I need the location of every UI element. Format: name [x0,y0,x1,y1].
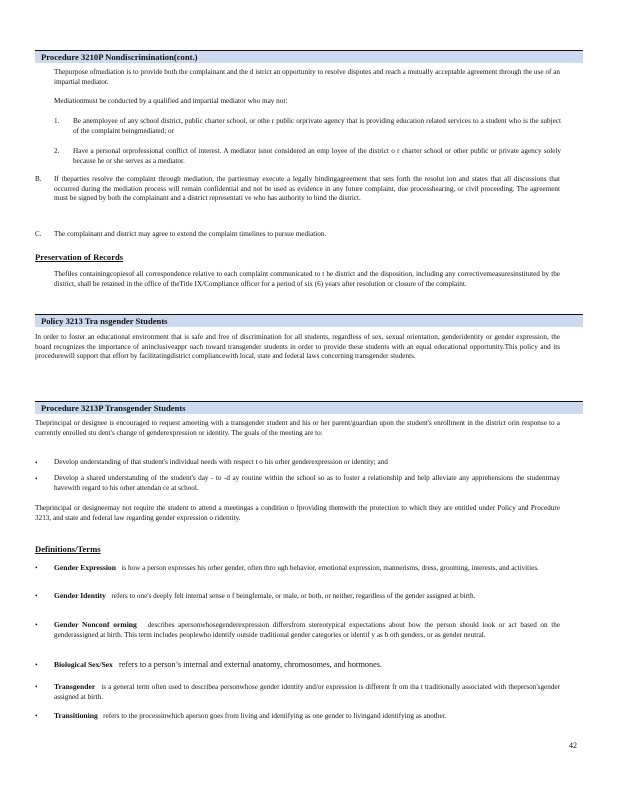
definition-text: refers to one's deeply felt internal sense o f beingfemale, or male, or both, or neither, regardless of the gender assigned at birth. [111,592,476,600]
bullet-icon: • [35,711,38,720]
bullet-icon: • [35,591,38,600]
goal-list-item: Develop understanding of that student's individual needs with respect t o his orher genderexpression or identity; and [54,458,388,466]
bullet-icon: • [35,682,38,691]
list-item: Have a personal orprofessional conflict of interest. A mediator isnot considered an emp loyee of the district o r charter school or other public or private agency solely because he or she serves as a mediator. [73,147,561,165]
section-bar-procedure-3210p: Procedure 3210P Nondiscrimination(cont.) [35,50,583,63]
bullet-icon: • [35,458,38,467]
definition-gender-expression [54,563,560,574]
bullet-icon: • [35,563,38,572]
definition-term: Transitioning [54,711,98,720]
definition-term: Gender Identity [54,591,106,600]
section-letter-c: C. [35,230,42,238]
heading-definitions-terms: Definitions/Terms [35,544,101,554]
list-number: 1. [54,117,60,125]
section-bar-procedure-3213p: Procedure 3213P Transgender Students [35,401,583,414]
section-letter-b: B. [35,175,42,183]
definition-text: is a general term often used to describea personwhose gender identity and/or expression is different fr om tha t traditionally associated with theperson'sgender assigned at birth. [54,683,560,701]
definition-term: Gender Expression [54,563,116,572]
list-number: 2. [54,147,60,155]
bullet-icon: • [35,620,38,629]
meeting-requirement-paragraph: Theprincipal or designeemay not require the student to attend a meetingas a condition o fproviding themwith the protection to which they are entitled under Policy and Procedure 3213, and state and federal law regarding gender expression o ridentity. [35,504,560,522]
definition-term: Biological Sex/Sex [54,660,113,669]
definition-transitioning [54,711,560,722]
definition-text: describes apersonwhosegenderexpression differsfrom stereotypical expectations about how the person should look or act based on the genderassigned at birth. This term includes peoplewho identify outside traditional gender categories or identif y as b oth genders, or as gender neutral. [54,621,560,639]
heading-preservation-of-records: Preservation of Records [35,252,124,262]
definition-term: Transgender [54,682,96,691]
definition-text: refers to a person’s internal and external anatomy, chromosomes, and hormones. [119,660,382,669]
definition-transgender [54,682,560,702]
goal-list-item: Develop a shared understanding of the student's day - to -d ay routine within the school so as to foster a relationship and help alleviate any apprehensions the studentmay havewith regard to his orher attendan ce at school. [54,474,560,492]
mediator-requirement-paragraph: Mediationmust be conducted by a qualified and impartial mediator who may not: [54,97,288,105]
extension-paragraph: The complainant and district may agree to extend the complaint timelines to pursue mediation. [54,230,327,238]
procedure-3213p-paragraph: Theprincipal or designee is encouraged to request ameeting with a transgender student and his or her parent/guardian upon the student's enrollment in the district orin response to a currently enrolled stu dent's change of genderexpression or identity. The goals of the meeting are to: [35,419,560,437]
bullet-icon: • [35,474,38,483]
list-item: Be anemployee of any school district, public charter school, or othe r public orprivate agency that is providing education related services to a student who is the subject of the complaint beingmediated; or [73,117,561,135]
policy-3213-paragraph: In order to foster an educational environment that is safe and free of discrimination for all students, regardless of sex, sexual orientation, genderidentity or gender expression, the board recognizes the importance of aninclusiveappr oach toward transgender students in order to provide these students with an equal educational opportunity.This policy and its procedurewill support that effort by facilitatingdistrict compliancewith local, state and federal laws concerning transgender students. [35,333,560,361]
page-number: 42 [569,741,577,750]
definition-gender-nonconforming [54,620,560,640]
definition-text: refers to the processinwhich aperson goes from living and identifying as one gender to livingand identifying as another. [103,712,447,720]
records-paragraph: Thefiles containingcopiesof all correspondence relative to each complaint communicated to t he district and the disposition, including any correctivemeasuresinstituted by the district, shall be retained in the office of theTitle IX/Compliance officer for a period of six (6) years after resolution or closure of the complaint. [54,270,560,288]
definition-biological-sex [54,660,560,670]
definition-text: is how a person expresses his orher gender, often thro ugh behavior, emotional expression, mannerisms, dress, grooming, interests, and activities. [121,564,539,572]
resolution-paragraph: If theparties resolve the complaint through mediation, the partiesmay execute a legally bindingagreement that sets forth the resolut ion and states that all discussions that occurred during the mediation process will remain confidential and not be used as evidence in any future complaint, due processhearing, or civil proceeding. The agreement must be signed by both the complainant and a district representati ve who has authority to bind the district. [54,175,560,203]
bullet-icon: • [35,660,38,669]
mediation-purpose-paragraph: Thepurpose ofmediation is to provide both the complainant and the d istrict an opportunity to resolve disputes and reach a mutually acceptable agreement through the use of an impartial mediator. [54,68,560,86]
definition-term: Gender Nonconf orming [54,620,137,629]
definition-gender-identity [54,591,560,602]
section-bar-policy-3213: Policy 3213 Tra nsgender Students [35,314,583,327]
